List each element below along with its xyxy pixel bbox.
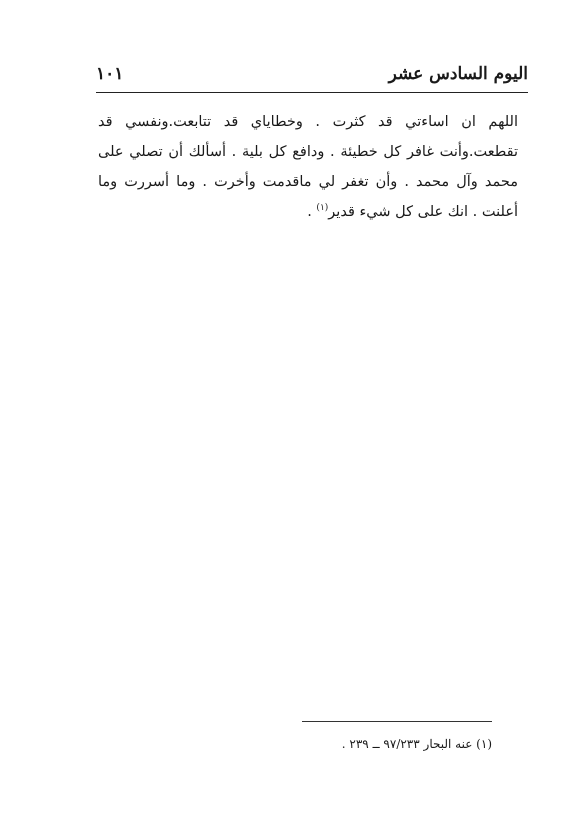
- body-text: [98, 107, 518, 227]
- header-title: اليوم السادس عشر: [388, 64, 528, 84]
- prayer-paragraph: [98, 107, 518, 227]
- footnote-reference: (١): [316, 203, 329, 214]
- footnote-rule: [302, 721, 492, 722]
- running-header: [96, 62, 528, 90]
- footnote: (١) عنه البحار ٩٧/٢٣٣ ــ ٢٣٩ .: [341, 737, 492, 751]
- header-rule: [96, 92, 528, 93]
- page-number: ١٠١: [96, 64, 124, 84]
- prayer-text: اللهم ان اساءتي قد كثرت . وخطاياي قد تتابعت.ونفسي قد تقطعت.وأنت غافر كل خطيئة . ودافع كل بلية . أسألك أن تصلي على محمد وآل محمد . وأن تغفر لي ماقدمت وأخرت . وما أسررت وما أعلنت . انك على كل شيء قدير: [98, 114, 518, 220]
- end-punctuation: .: [307, 204, 317, 220]
